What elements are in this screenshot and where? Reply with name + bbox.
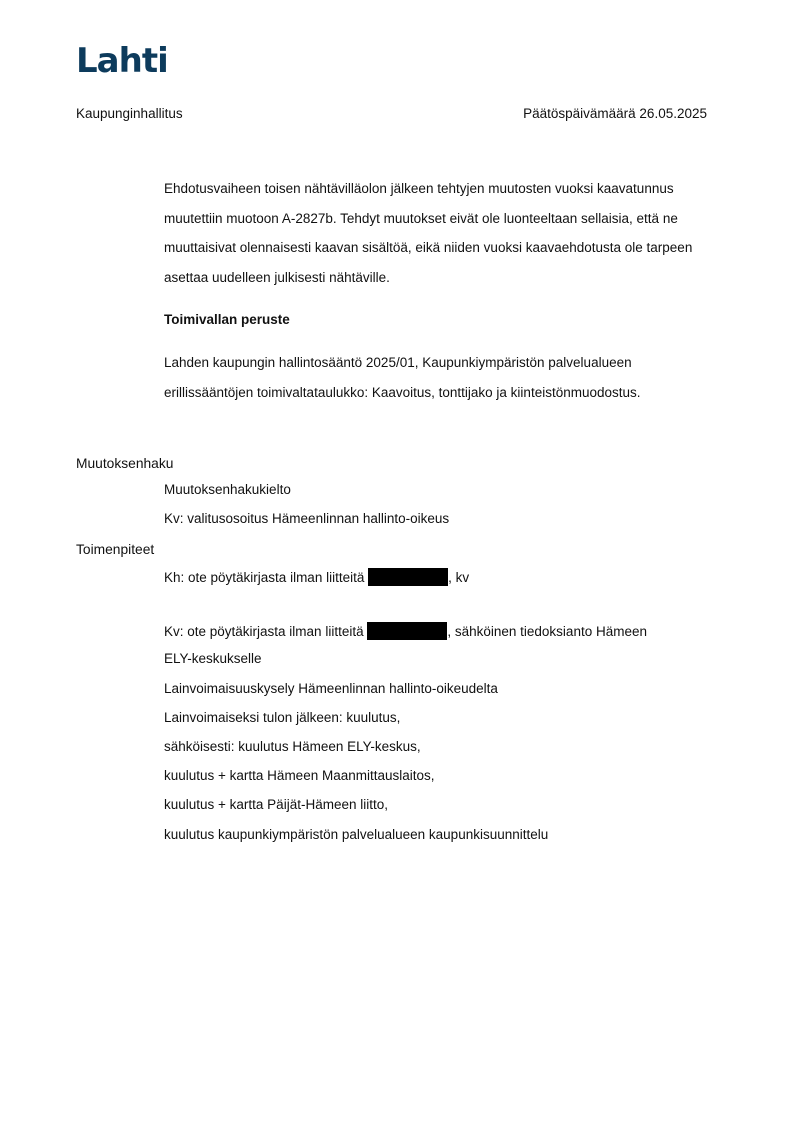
paragraph-kaavatunnus: Ehdotusvaiheen toisen nähtävilläolon jälkeen tehtyjen muutosten vuoksi kaavatunnus muutettiin muotoon A-2827b. Tehdyt muutokset eivät ole luonteeltaan sellaisia, että ne muuttaisivat olennaisesti kaavan sisältöä, eikä niiden vuoksi kaavaehdotusta ole tarpeen asettaa uudelleen julkisesti nähtäville. (164, 181, 693, 285)
decision-date: Päätöspäivämäärä 26.05.2025 (523, 106, 707, 121)
action-line: kuulutus + kartta Hämeen Maanmittauslaitos, (164, 768, 435, 783)
action-kh-line (164, 568, 469, 586)
authority-text: Lahden kaupungin hallintosääntö 2025/01, Kaupunkiympäristön palvelualueen erillissääntöjen toimivaltataulukko: Kaavoitus, tonttijako ja kiinteistönmuodostus. (164, 355, 641, 400)
action-kv-continuation: ELY-keskukselle (164, 651, 262, 666)
action-line: kuulutus + kartta Päijät-Hämeen liitto, (164, 797, 388, 812)
redaction-block (368, 568, 448, 586)
action-kv-line (164, 622, 647, 640)
appeal-line-1: Muutoksenhakukielto (164, 482, 291, 497)
action-kv-suffix: , sähköinen tiedoksianto Hämeen (447, 624, 647, 639)
action-kh-prefix: Kh: ote pöytäkirjasta ilman liitteitä (164, 570, 365, 585)
organization-name: Kaupunginhallitus (76, 106, 183, 121)
appeal-line-2: Kv: valitusosoitus Hämeenlinnan hallinto-oikeus (164, 511, 450, 526)
action-line: sähköisesti: kuulutus Hämeen ELY-keskus, (164, 739, 421, 754)
action-line: Lainvoimaisuuskysely Hämeenlinnan hallinto-oikeudelta (164, 681, 498, 696)
action-line: Lainvoimaiseksi tulon jälkeen: kuulutus, (164, 710, 401, 725)
lahti-logo: Lahti (76, 41, 168, 81)
appeal-section-title: Muutoksenhaku (76, 456, 174, 471)
authority-heading: Toimivallan peruste (164, 312, 290, 327)
redaction-block (367, 622, 447, 640)
action-kh-suffix: , kv (448, 570, 470, 585)
action-line: kuulutus kaupunkiympäristön palvelualueen kaupunkisuunnittelu (164, 827, 549, 842)
action-kv-prefix: Kv: ote pöytäkirjasta ilman liitteitä (164, 624, 364, 639)
actions-section-title: Toimenpiteet (76, 542, 155, 557)
